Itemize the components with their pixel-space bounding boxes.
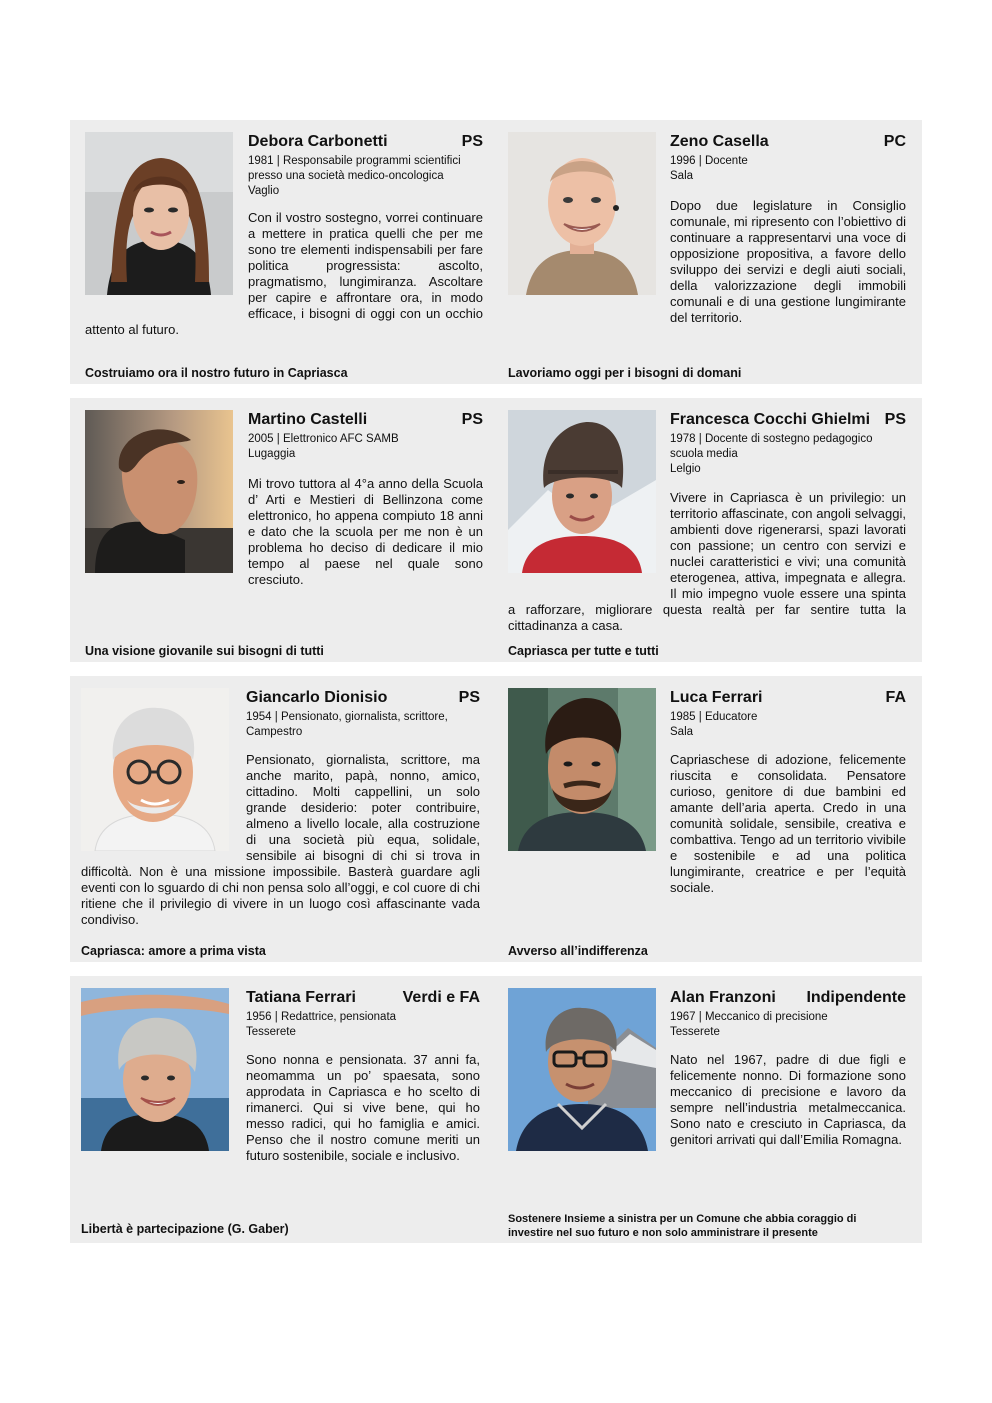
candidate-header: [670, 988, 906, 1040]
candidate-card: [508, 988, 922, 1240]
candidate-header: [670, 132, 906, 184]
candidate-header: [246, 988, 480, 1040]
candidate-card: [81, 688, 495, 960]
candidate-party: PS: [461, 411, 483, 428]
candidate-info: 1954 | Pensionato, giornalista, scrittore,: [246, 711, 448, 723]
candidate-header: [670, 688, 906, 740]
candidate-slogan: Capriasca per tutte e tutti: [508, 644, 659, 658]
candidate-party: PS: [458, 689, 480, 706]
candidate-place: Sala: [670, 726, 694, 738]
candidate-card: [508, 688, 922, 960]
candidate-photo: [81, 988, 230, 1151]
candidate-card: [508, 410, 922, 660]
candidate-party: PC: [883, 133, 906, 150]
candidate-header: [248, 410, 483, 462]
candidate-photo: [508, 132, 656, 295]
candidate-bio: Pensionato, giornalista, scrittore, ma anche marito, papà, nonno, amico, cittadino. Molti cappellini, un solo grande desiderio: poter contribuire, almeno a livello locale, alla costruzione di una società più equa, solidale, sensibile ai bisogni di chi si trova in difficoltà. Non è una missione impossibile. Basterà guardare agli eventi con lo sguardo di chi non pensa solo all’oggi, e col cuore di chi ritiene che il privilegio di vivere in un luogo così affascinante vada condiviso.: [81, 752, 480, 927]
candidate-party: PS: [461, 133, 483, 150]
candidate-name: Zeno Casella: [670, 133, 769, 150]
candidate-card: [85, 410, 499, 660]
candidate-bio: Con il vostro sostegno, vorrei continuare a mettere in pratica quelli che per me sono tre elementi indispensabili per fare politica progressista: ascolto, pragmatismo, lungimiranza. Ascoltare per capire e affrontare ora, in modo efficace, i bisogni di oggi con un occhio attento al futuro.: [85, 210, 483, 337]
portrait-image: [508, 132, 656, 295]
portrait-image: [81, 988, 229, 1151]
candidate-info: 1967 | Meccanico di precisione: [670, 1011, 828, 1023]
candidate-name: Martino Castelli: [248, 411, 368, 428]
candidate-info: 2005 | Elettronico AFC SAMB: [248, 433, 399, 445]
candidate-slogan: Capriasca: amore a prima vista: [81, 944, 266, 958]
candidate-party: FA: [885, 689, 906, 706]
candidate-place: Tesserete: [246, 1026, 296, 1038]
candidate-slogan: Libertà è partecipazione (G. Gaber): [81, 1222, 289, 1236]
candidate-party: PS: [884, 411, 906, 428]
candidate-name: Francesca Cocchi Ghielmi: [670, 411, 871, 428]
candidate-bio: Nato nel 1967, padre di due figli e felicemente nonno. Di formazione sono meccanico di precisione e lavoro da sempre nell’industria metalmeccanica. Sono nato e cresciuto in Capriasca, da genitori arrivati qui dall’Emilia Romagna.: [670, 1052, 906, 1147]
candidate-place: Sala: [670, 170, 694, 182]
candidate-name: Debora Carbonetti: [248, 133, 388, 150]
candidate-info: 1981 | Responsabile programmi scientifici presso una società medico-oncologica: [248, 155, 461, 182]
candidate-name: Alan Franzoni: [670, 989, 776, 1006]
candidate-bio: Capriaschese di adozione, felicemente riuscita e consolidata. Pensatore curioso, genitore di due bambini ed amante dell’aria aperta. Credo in una comunità solidale, sensibile, creativa e combattiva. Tengo ad un territorio vivibile e sostenibile e ad una politica lungimirante, creatrice e per l’equità sociale.: [670, 752, 906, 895]
candidate-slogan: Lavoriamo oggi per i bisogni di domani: [508, 366, 742, 380]
candidate-card: [85, 132, 499, 382]
candidate-name: Tatiana Ferrari: [246, 989, 356, 1006]
candidate-place: Lelgio: [670, 463, 701, 475]
candidate-slogan: Sostenere Insieme a sinistra per un Comune che abbia coraggio di investire nel suo futuro e non solo amministrare il presente: [508, 1213, 857, 1239]
candidate-place: Campestro: [246, 726, 303, 738]
candidate-bio-wrap: [85, 132, 483, 338]
candidate-card: [508, 132, 922, 382]
candidate-bio-wrap: [508, 410, 906, 634]
candidate-bio: Dopo due legislature in Consiglio comunale, mi ripresento con l’obiettivo di continuare a rappresentarvi una voce di opposizione propositiva, a favore dello sviluppo dei servizi e degli aiuti sociali, della valorizzazione degli immobili comunali e di una gestione lungimirante del territorio.: [670, 198, 906, 325]
spacer: [85, 132, 248, 314]
portrait-image: [85, 410, 233, 573]
candidate-name: Giancarlo Dionisio: [246, 689, 388, 706]
candidate-place: Vaglio: [248, 185, 280, 197]
candidate-photo: [508, 688, 656, 851]
candidate-card: [81, 988, 495, 1240]
candidate-slogan: Avverso all’indifferenza: [508, 944, 648, 958]
spacer: [81, 688, 246, 864]
candidate-party: Verdi e FA: [402, 989, 480, 1006]
portrait-image: [508, 688, 656, 851]
candidate-place: Tesserete: [670, 1026, 720, 1038]
spacer: [508, 410, 670, 588]
candidate-place: Lugaggia: [248, 448, 296, 460]
candidate-info: 1978 | Docente di sostegno pedagogico scuola media: [670, 433, 873, 460]
candidate-bio: Sono nonna e pensionata. 37 anni fa, neomamma un po’ spaesata, sono approdata in Capriasca e ho scelto di rimanerci. Qui si vive bene, qui ho messo radici, qui ho famiglia e amici. Penso che il nostro comune meriti un futuro sostenibile, sociale e inclusivo.: [246, 1052, 480, 1163]
candidate-photo: [85, 410, 233, 573]
candidate-slogan: Costruiamo ora il nostro futuro in Capriasca: [85, 366, 348, 380]
candidate-bio: Vivere in Capriasca è un privilegio: un territorio affascinate, con angoli selvaggi, ambienti dove rigenerarsi, spazi lavorati con passione; un centro con servizi e nuclei caratteristici e vivi; una comunità eterogenea, attiva, impegnata e allegra. Il mio impegno vuole essere una spinta a rafforzare, migliorare questa realtà per far sentire tutta la cittadinanza a casa.: [508, 490, 906, 633]
portrait-image: [508, 988, 656, 1151]
candidate-photo: [508, 988, 656, 1151]
candidate-bio: Mi trovo tuttora al 4°a anno della Scuola d’ Arti e Mestieri di Bellinzona come elettronico, ho appena compiuto 18 anni e dato che la scuola per me non è un problema ho deciso di dedicare il mio tempo al paese nel quale sono cresciuto.: [248, 476, 483, 587]
candidate-bio-wrap: [81, 688, 480, 928]
candidate-name: Luca Ferrari: [670, 689, 763, 706]
candidate-info: 1996 | Docente: [670, 155, 748, 167]
candidate-slogan: Una visione giovanile sui bisogni di tutti: [85, 644, 324, 658]
candidate-info: 1956 | Redattrice, pensionata: [246, 1011, 397, 1023]
candidate-info: 1985 | Educatore: [670, 711, 758, 723]
candidate-party: Indipendente: [806, 989, 906, 1006]
